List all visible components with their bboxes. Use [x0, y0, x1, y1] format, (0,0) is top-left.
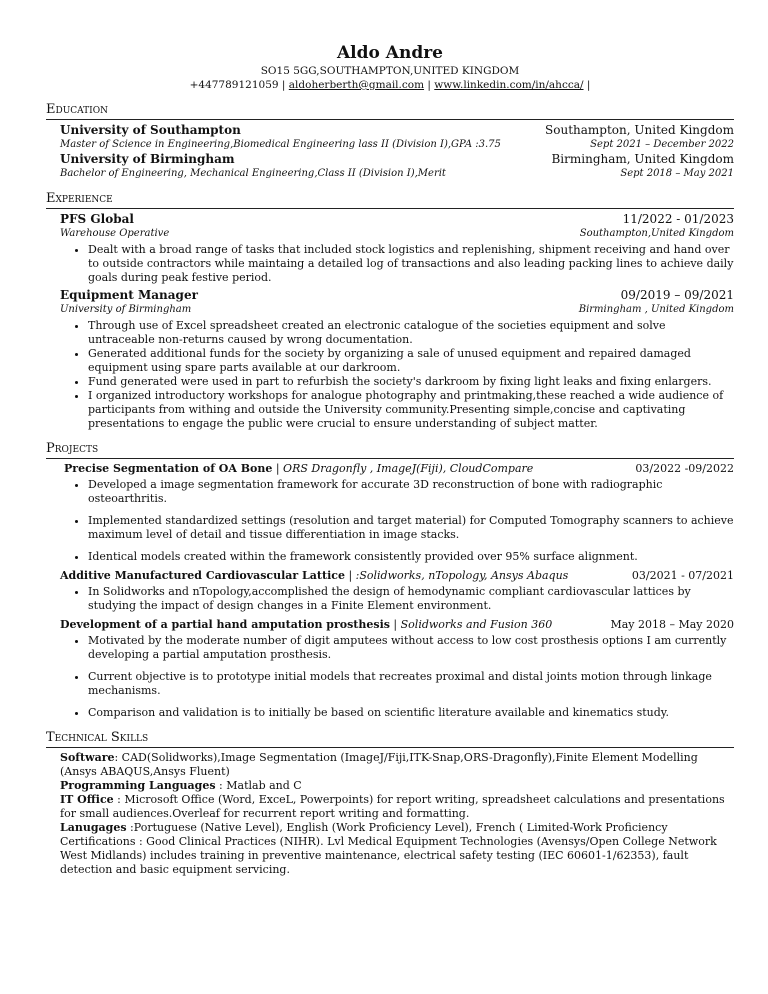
skill-it-office: IT Office : Microsoft Office (Word, ExceL, Powerpoints) for report writing, spreadsheet calculations and presentations for small audiences.Overleaf for recurrent report writing and formatting.	[60, 793, 725, 820]
location: Southampton,United Kingdom	[579, 228, 734, 239]
list-item: • Developed a image segmentation framework for accurate 3D reconstruction of bone with radiographic osteoarthritis.	[88, 478, 734, 506]
school-name: University of Southampton	[60, 123, 241, 137]
linkedin-link[interactable]: www.linkedin.com/in/ahcca/	[434, 79, 584, 91]
skill-software: Software: CAD(Solidworks),Image Segmentation (ImageJ/Fiji,ITK-Snap,ORS-Dragonfly),Finite Element Modelling (Ansys ABAQUS,Ansys Fluent)	[60, 751, 698, 778]
experience-entry	[46, 212, 734, 241]
project-entry: Additive Manufactured Cardiovascular Lattice | :Solidworks, nTopology, Ansys Abaqus 03/2021 - 07/2021	[60, 569, 734, 582]
bullet-list	[46, 319, 734, 431]
project-entry: Development of a partial hand amputation prosthesis | Solidworks and Fusion 360 May 2018 – May 2020	[60, 618, 734, 631]
list-item: • Identical models created within the framework consistently provided over 95% surface alignment.	[88, 550, 734, 564]
list-item: • Current objective is to prototype initial models that recreates proximal and distal joints motion through linkage mechanisms.	[88, 670, 734, 698]
skill-languages: Lanugages :Portuguese (Native Level), English (Work Proficiency Level), French ( Limited-Work Proficiency Certifications : Good Clinical Practices (NIHR). Lvl Medical Equipment Technologies (Avensys/Open College Network West Midlands) includes training in preventive maintenance, electrical safety testing (IEC 60601-1/62353), fault detection and basic equipment servicing.	[60, 821, 717, 876]
org-name: Equipment Manager	[60, 288, 198, 302]
phone: +447789121059	[189, 79, 279, 91]
address: SO15 5GG,SOUTHAMPTON,UNITED KINGDOM	[260, 65, 520, 77]
list-item: • Dealt with a broad range of tasks that included stock logistics and replenishing, shipment receiving and hand over to outside contractors while maintaing a detailed log of transactions and also leading packing lines to achieve daily goals during peak festive period.	[88, 243, 734, 285]
org-name: PFS Global	[60, 212, 134, 226]
dates: 03/2022 -09/2022	[635, 462, 734, 475]
list-item: • Through use of Excel spreadsheet created an electronic catalogue of the societies equipment and solve untraceable non-returns caused by wrong documentation.	[88, 319, 734, 347]
list-item: • I organized introductory workshops for analogue photography and printmaking,these reached a wide audience of participants from withing and outside the University community.Presenting simple,concise and captivating presentations to engage the public were crucial to ensure understanding of subject matter.	[88, 389, 734, 431]
list-item: • Motivated by the moderate number of digit amputees without access to low cost prosthesis options I am currently developing a partial amputation prosthesis.	[88, 634, 734, 662]
list-item: • Comparison and validation is to initially be based on scientific literature available and kinematics study.	[88, 706, 734, 720]
school-location: Southampton, United Kingdom	[545, 123, 734, 137]
dates: 09/2019 – 09/2021	[620, 288, 734, 302]
project-entry: Precise Segmentation of OA Bone | ORS Dragonfly , ImageJ(Fiji), CloudCompare 03/2022 -09/2022	[64, 462, 734, 475]
project-tools: ORS Dragonfly , ImageJ(Fiji), CloudCompare	[283, 462, 534, 475]
dates: Sept 2021 – December 2022	[590, 139, 734, 150]
dates: Sept 2018 – May 2021	[620, 168, 734, 179]
dates: 11/2022 - 01/2023	[622, 212, 734, 226]
dates: May 2018 – May 2020	[610, 618, 734, 631]
experience-heading: Experience	[46, 191, 734, 209]
separator: |	[427, 79, 431, 91]
bullet-list	[46, 585, 734, 613]
projects-heading: Projects	[46, 441, 734, 459]
dates: 03/2021 - 07/2021	[631, 569, 734, 582]
experience-entry	[46, 288, 734, 317]
school-name: University of Birmingham	[60, 152, 235, 166]
email-link[interactable]: aldoherberth@gmail.com	[288, 79, 425, 91]
project-name: Precise Segmentation of OA Bone	[64, 462, 273, 475]
separator: |	[281, 79, 286, 91]
project-tools: Solidworks and Fusion 360	[400, 618, 553, 631]
project-name: Additive Manufactured Cardiovascular Lattice	[60, 569, 345, 582]
role: Warehouse Operative	[60, 228, 170, 239]
project-tools: :Solidworks, nTopology, Ansys Abaqus	[355, 569, 569, 582]
education-entry	[46, 123, 734, 152]
resume-page	[46, 42, 734, 877]
bullet-list	[46, 478, 734, 564]
contact-line	[46, 78, 734, 92]
list-item: • Fund generated were used in part to refurbish the society's darkroom by fixing light leaks and fixing enlargers.	[88, 375, 734, 389]
degree: Bachelor of Engineering, Mechanical Engineering,Class II (Division I),Merit	[60, 168, 446, 179]
education-entry	[46, 152, 734, 181]
list-item: • In Solidworks and nTopology,accomplished the design of hemodynamic compliant cardiovascular lattices by studying the impact of design changes in a Finite Element environment.	[88, 585, 734, 613]
location: Birmingham , United Kingdom	[578, 304, 734, 315]
skill-programming: Programming Languages : Matlab and C	[60, 779, 302, 792]
list-item: • Implemented standardized settings (resolution and target material) for Computed Tomography scanners to achieve maximum level of detail and tissue differentiation in image stacks.	[88, 514, 734, 542]
education-heading: Education	[46, 102, 734, 120]
degree: Master of Science in Engineering,Biomedical Engineering lass II (Division I),GPA :3.75	[60, 139, 501, 150]
separator: |	[586, 79, 591, 91]
candidate-name: Aldo Andre	[336, 43, 443, 63]
school-location: Birmingham, United Kingdom	[551, 152, 734, 166]
skills-heading: Technical Skills	[46, 730, 734, 748]
project-name: Development of a partial hand amputation prosthesis	[60, 618, 390, 631]
bullet-list	[46, 634, 734, 720]
bullet-list	[46, 243, 734, 285]
list-item: • Generated additional funds for the society by organizing a sale of unused equipment and repaired damaged equipment using spare parts available at our darkroom.	[88, 347, 734, 375]
role: University of Birmingham	[60, 304, 192, 315]
